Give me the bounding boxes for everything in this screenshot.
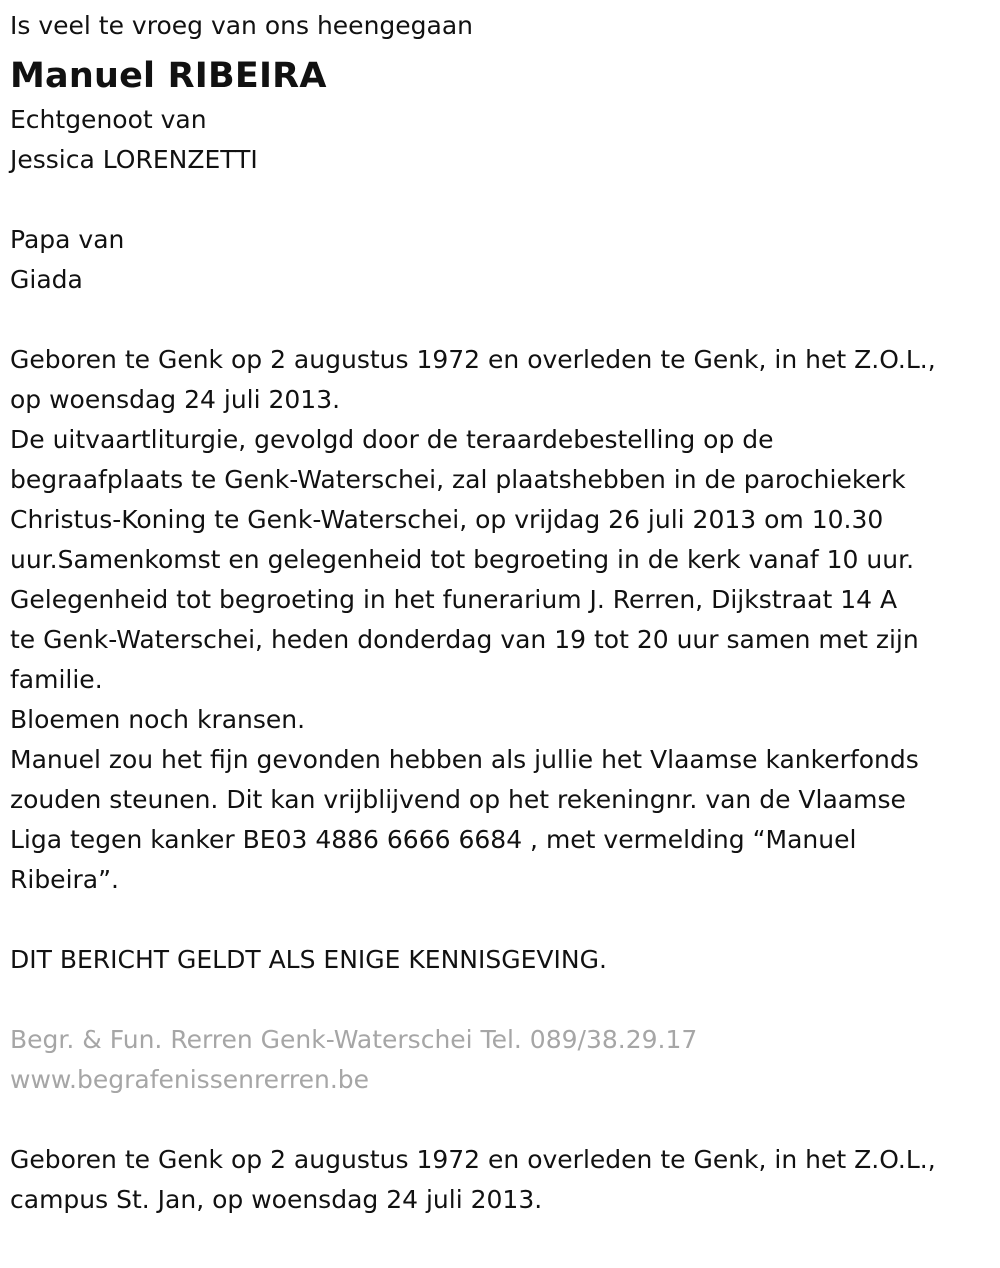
text-line: Geboren te Genk op 2 augustus 1972 en overleden te Genk, in het Z.O.L., xyxy=(10,345,936,374)
text-line: Geboren te Genk op 2 augustus 1972 en overleden te Genk, in het Z.O.L., xyxy=(10,1145,936,1174)
text-line: zouden steunen. Dit kan vrijblijvend op het rekeningnr. van de Vlaamse xyxy=(10,785,906,814)
text-line: campus St. Jan, op woensdag 24 juli 2013. xyxy=(10,1185,543,1214)
text-line: op woensdag 24 juli 2013. xyxy=(10,385,341,414)
text-line: Manuel zou het fijn gevonden hebben als jullie het Vlaamse kankerfonds xyxy=(10,745,919,774)
text-line: begraafplaats te Genk-Waterschei, zal plaatshebben in de parochiekerk xyxy=(10,465,906,494)
intro-line: Is veel te vroeg van ons heengegaan xyxy=(10,11,474,40)
obituary-document xyxy=(10,6,985,1220)
text-line: te Genk-Waterschei, heden donderdag van 19 tot 20 uur samen met zijn xyxy=(10,625,919,654)
funeral-home-website: www.begrafenissenrerren.be xyxy=(10,1065,370,1094)
spacer xyxy=(10,900,985,940)
text-line: Christus-Koning te Genk-Waterschei, op vrijdag 26 juli 2013 om 10.30 xyxy=(10,505,884,534)
text-line: Bloemen noch kransen. xyxy=(10,705,306,734)
text-line: Ribeira”. xyxy=(10,865,120,894)
spacer xyxy=(10,980,985,1020)
spouse-label: Echtgenoot van xyxy=(10,105,207,134)
child-label: Papa van xyxy=(10,225,125,254)
text-line: uur.Samenkomst en gelegenheid tot begroeting in de kerk vanaf 10 uur. xyxy=(10,545,915,574)
text-line: familie. xyxy=(10,665,103,694)
child-name: Giada xyxy=(10,265,83,294)
text-line: Gelegenheid tot begroeting in het funerarium J. Rerren, Dijkstraat 14 A xyxy=(10,585,898,614)
spouse-name: Jessica LORENZETTI xyxy=(10,145,258,174)
notice-line: DIT BERICHT GELDT ALS ENIGE KENNISGEVING. xyxy=(10,945,607,974)
text-line: De uitvaartliturgie, gevolgd door de teraardebestelling op de xyxy=(10,425,774,454)
funeral-home-line: Begr. & Fun. Rerren Genk-Waterschei Tel. 089/38.29.17 xyxy=(10,1025,698,1054)
deceased-name: Manuel RIBEIRA xyxy=(10,56,327,96)
text-line: Liga tegen kanker BE03 4886 6666 6684 , met vermelding “Manuel xyxy=(10,825,857,854)
footer-paragraph xyxy=(10,1140,985,1220)
main-paragraph xyxy=(10,340,985,900)
spacer xyxy=(10,300,985,340)
spacer xyxy=(10,1100,985,1140)
spacer xyxy=(10,180,985,220)
